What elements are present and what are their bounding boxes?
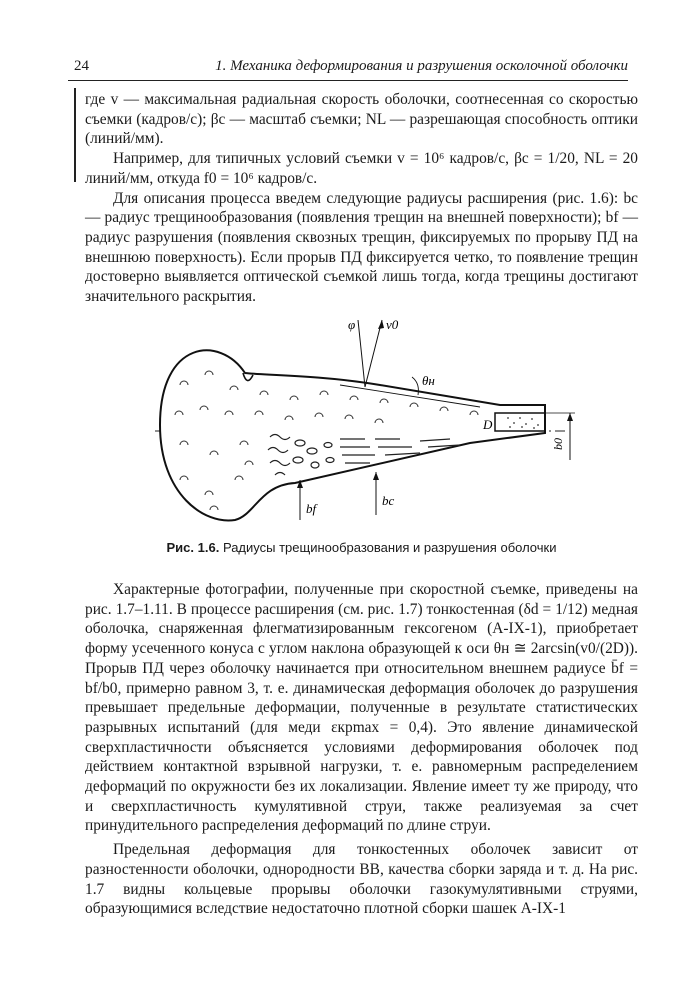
margin-bar bbox=[74, 88, 76, 182]
figure-caption bbox=[85, 540, 638, 555]
paragraph: где v — максимальная радиальная скорость оболочки, соотнесенная со скоростью съемки (кадров/с); βc — масштаб съемки; NL — разрешающая способность оптики (линий/мм). bbox=[85, 91, 638, 148]
label-D: D bbox=[483, 417, 493, 432]
paragraph: Характерные фотографии, полученные при скоростной съемке, приведены на рис. 1.7–1.11. В процессе расширения (см. рис. 1.7) тонкостенная (δd = 1/12) медная оболочка, снаряженная флегматизированным гексогеном (А-IX-1), приобретает форму усеченного конуса с углом наклона образующей к оси θн ≅ 2arcsin(v0/(2D)). Прорыв ПД через оболочку начинается при относительном внешнем радиусе b̄f = bf/b0, примерно равном 3, т. е. динамическая деформация оболочек до разрушения превышает предельные деформации, полученные в результате статистических разрывных испытаний (для меди εкрmax = 0,4). Это явление динамической сверхпластичности объясняется условиями деформирования оболочек под действием контактной взрывной нагрузки, т. е. равномерным распределением деформаций по окружности без их локализации. Явление имеет ту же природу, что и сверхпластичность кумулятивной струи, также реализуемая за счет принудительного распределения деформаций по длине струи. bbox=[85, 581, 638, 835]
phi-line bbox=[358, 320, 365, 387]
label-phi: φ bbox=[348, 317, 356, 332]
figure-shell-diagram bbox=[150, 315, 590, 535]
v0-arrow bbox=[365, 320, 382, 387]
bottom-text bbox=[85, 580, 638, 919]
label-bc: bc bbox=[382, 493, 395, 508]
label-theta: θн bbox=[422, 373, 435, 388]
running-title: 1. Механика деформирования и разрушения осколочной оболочки bbox=[215, 58, 628, 74]
paragraph: Предельная деформация для тонкостенных оболочек зависит от разностенности оболочки, однородности ВВ, качества сборки заряда и т. д. На рис. 1.7 видны кольцевые прорывы оболочки газокумулятивными струями, образующимися вследствие недостаточно плотной сборки шашек А-IX-1 bbox=[85, 841, 638, 918]
caption-number: Рис. 1.6. bbox=[166, 540, 220, 555]
label-v0: v0 bbox=[386, 317, 399, 332]
running-header bbox=[68, 58, 628, 81]
top-text bbox=[85, 90, 638, 307]
paragraph: Для описания процесса введем следующие радиусы расширения (рис. 1.6): bc — радиус трещинообразования (появления трещин на внешней поверхности); bf — радиус разрушения (появления сквозных трещин, фиксируемых по прорыву ПД на внешнюю поверхность). Если прорыв ПД фиксируется четко, то появление трещин достоверно выявляется оптической съемкой лишь тогда, когда трещины достигают значительного раскрытия. bbox=[85, 189, 638, 306]
shell-outline bbox=[160, 350, 545, 520]
paragraph: Например, для типичных условий съемки v = 10⁶ кадров/с, βc = 1/20, NL = 20 линий/мм, откуда f0 = 10⁶ кадров/с. bbox=[85, 150, 638, 187]
caption-text: Радиусы трещинообразования и разрушения оболочки bbox=[222, 540, 557, 555]
label-bf: bf bbox=[306, 501, 317, 516]
page-number: 24 bbox=[74, 58, 89, 74]
label-b0: b0 bbox=[551, 438, 565, 450]
